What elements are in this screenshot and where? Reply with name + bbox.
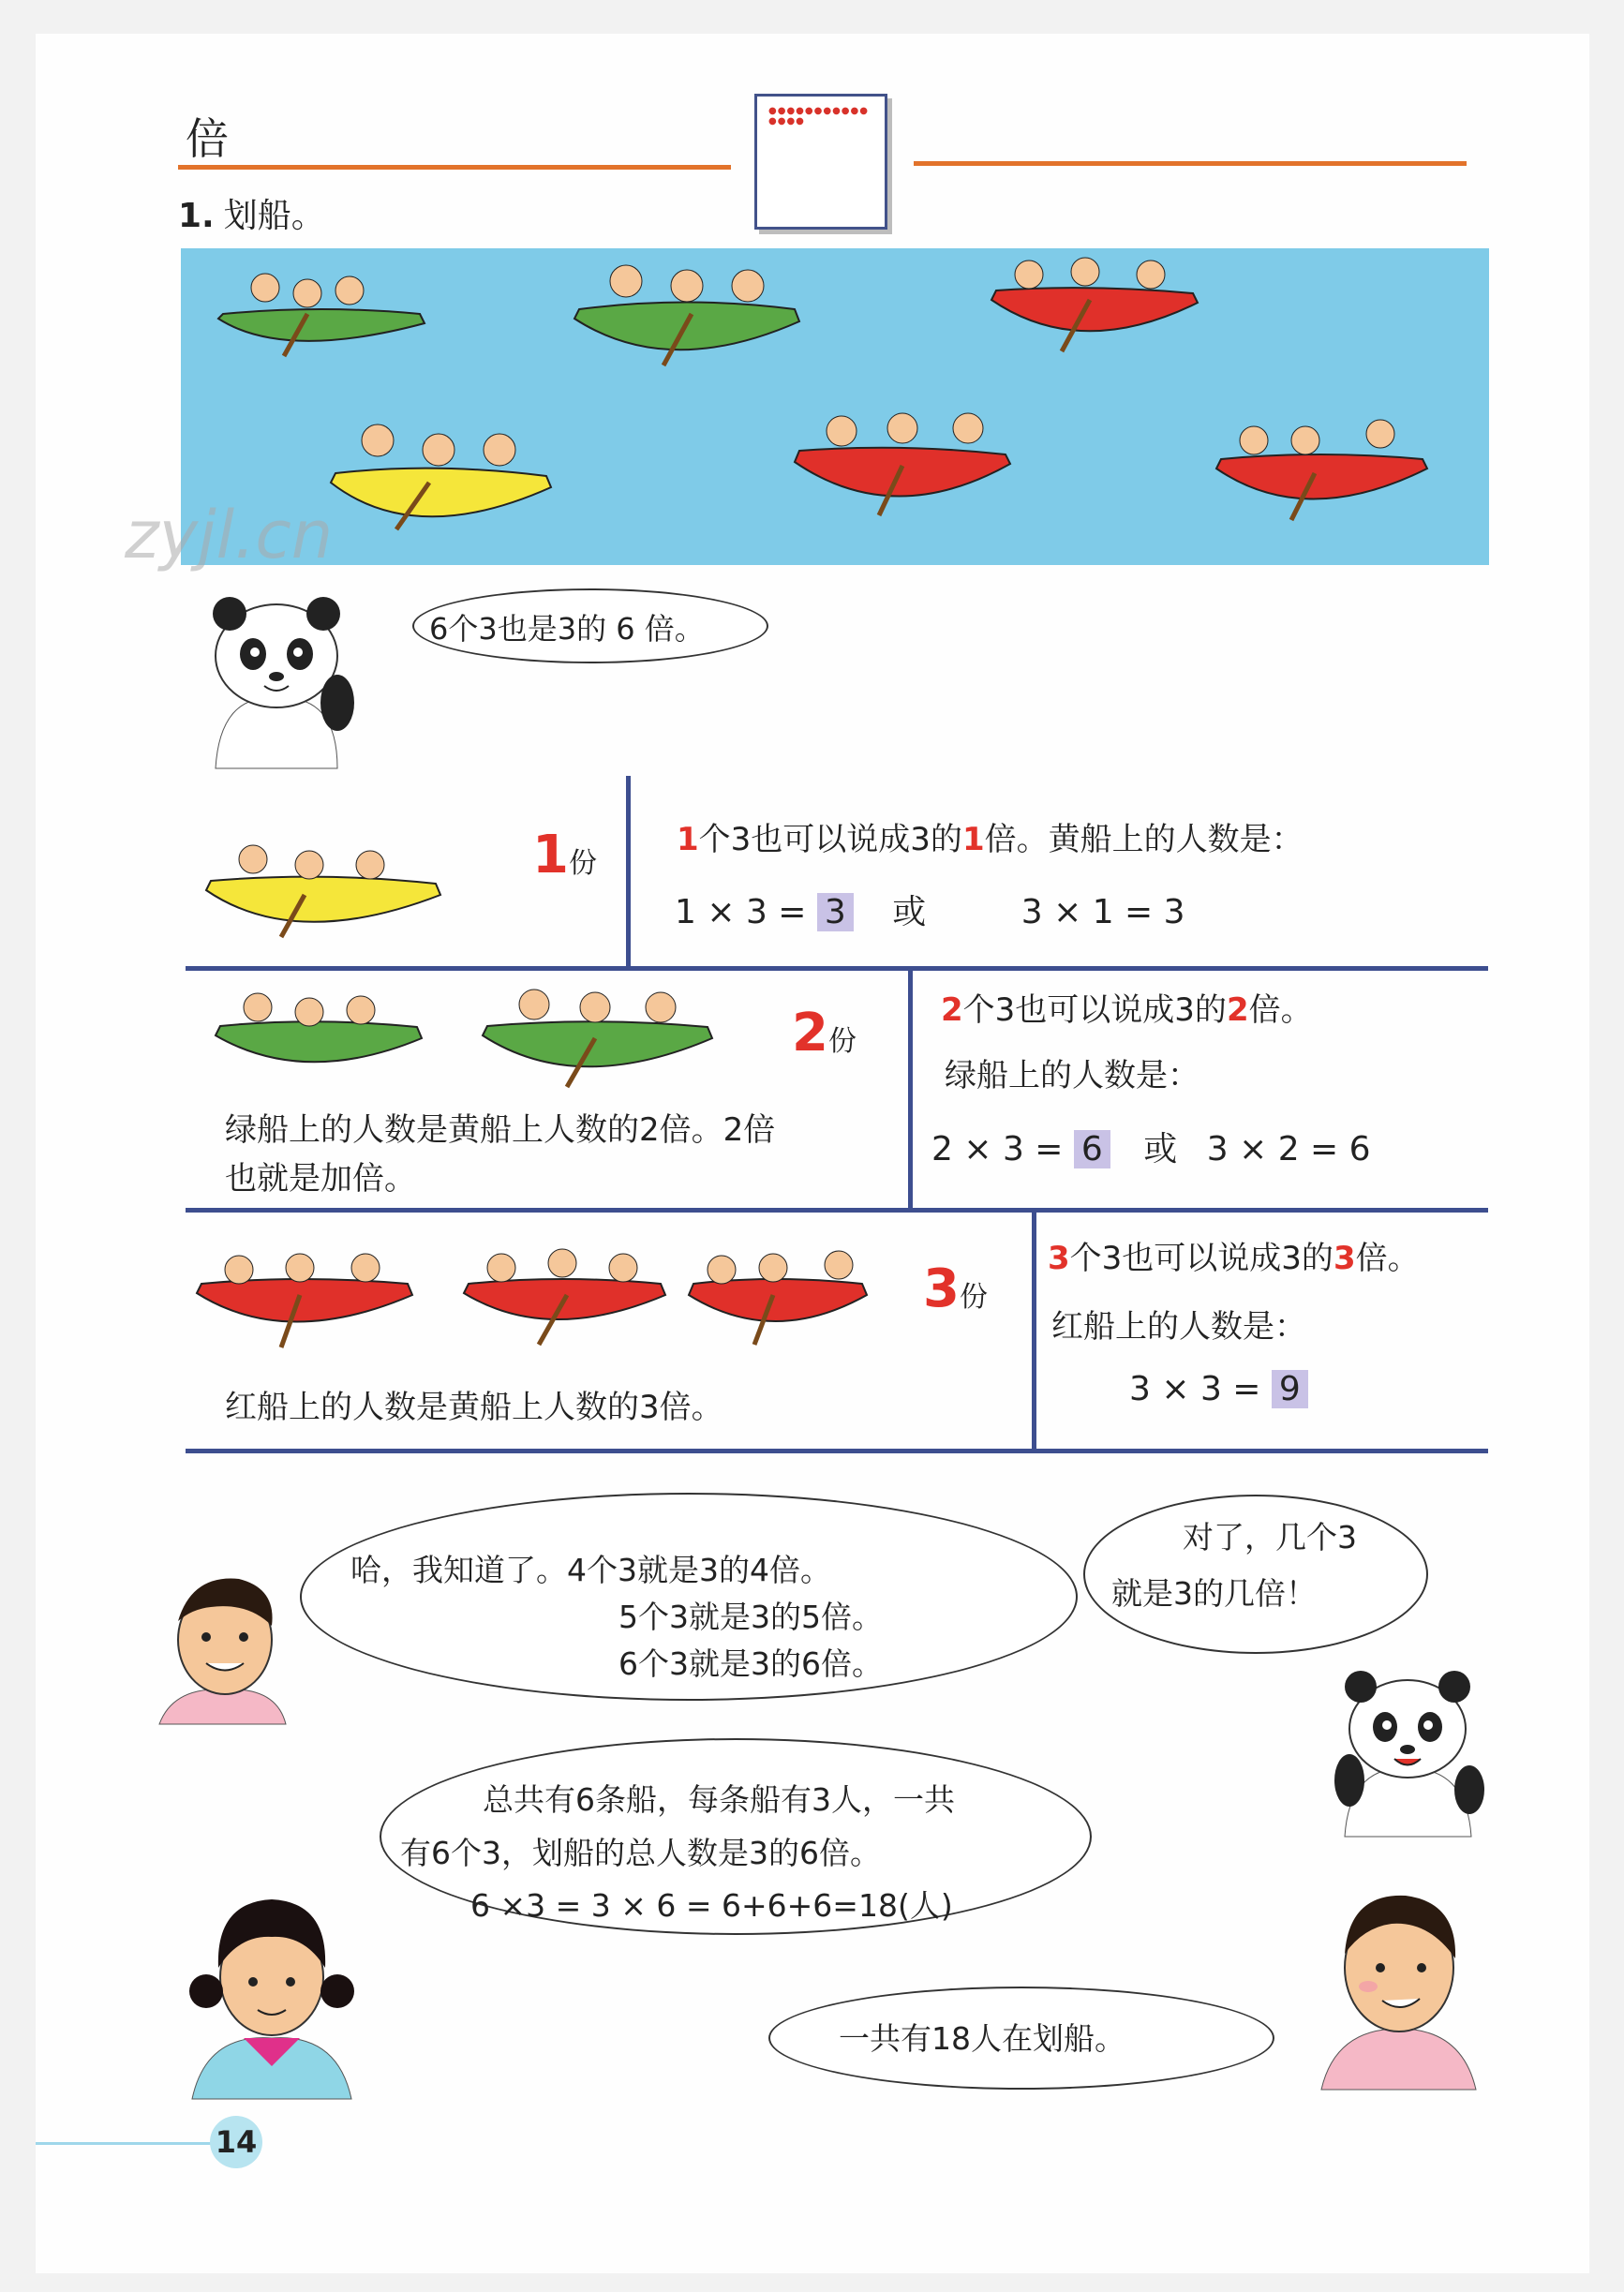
panel2-eq-left: 2 × 3 = xyxy=(931,1130,1064,1168)
yellow-boat xyxy=(331,424,551,529)
green-boat-1 xyxy=(218,274,425,356)
lake-illustration xyxy=(181,248,1489,565)
panel3-fen-label xyxy=(923,1258,988,1319)
red-boats-small xyxy=(192,1237,876,1359)
panel2-fen-label xyxy=(792,1003,857,1064)
panel3-end: 倍。 xyxy=(1355,1240,1420,1277)
panel1-divider xyxy=(626,776,631,971)
counter-box-icon: ●●●●●●●●●●● ●●●● xyxy=(754,94,887,230)
panel3-divider xyxy=(1032,1208,1036,1453)
panda2-illustration xyxy=(1331,1663,1485,1841)
page-title: 倍 xyxy=(186,113,229,164)
panel2-eq-answer: 6 xyxy=(1074,1130,1110,1168)
question-label: 划船。 xyxy=(223,197,325,235)
panel1-fen-unit: 份 xyxy=(568,847,597,880)
panel2-fen-unit: 份 xyxy=(827,1025,857,1058)
panel-line-2 xyxy=(186,1208,1488,1213)
panel1-eq-answer: 3 xyxy=(817,893,854,931)
panda2-speech-line2: 就是3的几倍！ xyxy=(1111,1575,1317,1612)
girl-illustration xyxy=(183,1879,356,2104)
panel2-num1: 2 xyxy=(941,991,963,1029)
page-number-line xyxy=(36,2142,214,2145)
green-boat-2 xyxy=(574,265,799,365)
boy-speech-line1: 哈，我知道了。4个3就是3的4倍。 xyxy=(350,1552,831,1588)
panel3-line1 xyxy=(1048,1232,1420,1278)
panel2-left-text1: 绿船上的人数是黄船上人数的2倍。2倍 xyxy=(225,1111,776,1149)
boats-illustration xyxy=(181,248,1489,565)
panel2-mid: 个3也可以说成3的 xyxy=(962,991,1227,1029)
panel1-end: 倍。黄船上的人数是： xyxy=(984,821,1304,858)
boy2-illustration xyxy=(1317,1879,1481,2094)
panel2-left-text2: 也就是加倍。 xyxy=(225,1160,416,1198)
red-boat-2 xyxy=(795,413,1010,515)
panel3-num2: 3 xyxy=(1333,1240,1356,1277)
panel3-line2: 红船上的人数是： xyxy=(1051,1308,1306,1346)
panel2-eq-or: 或 xyxy=(1143,1130,1178,1168)
panel1-eq-left: 1 × 3 = xyxy=(675,893,807,931)
panel1-eq-right: 3 × 1 = 3 xyxy=(1021,893,1185,931)
panel2-divider xyxy=(908,966,913,1213)
question-heading xyxy=(178,189,325,237)
panel3-fen-number: 3 xyxy=(923,1258,960,1319)
panel2-num2: 2 xyxy=(1226,991,1249,1029)
page-number: 14 xyxy=(210,2116,262,2168)
panel2-end: 倍。 xyxy=(1248,991,1313,1029)
panda2-speech-line1: 对了，几个3 xyxy=(1183,1519,1357,1555)
red-boat-1 xyxy=(991,258,1198,351)
boy2-speech-text: 一共有18人在划船。 xyxy=(839,2020,1125,2057)
girl-speech-line3: 6 ×3 = 3 × 6 = 6+6+6=18(人) xyxy=(470,1887,953,1924)
panel2-line1 xyxy=(941,984,1313,1030)
panel3-eq-left: 3 × 3 = xyxy=(1129,1370,1261,1408)
question-number: 1. xyxy=(178,197,215,235)
panel3-fen-unit: 份 xyxy=(959,1281,988,1314)
panel1-num1: 1 xyxy=(677,821,699,858)
panel-line-1 xyxy=(186,966,1488,971)
watermark: zyjl.cn xyxy=(125,497,334,573)
panel1-equation xyxy=(675,886,1185,933)
title-rule-right xyxy=(914,161,1467,166)
panel1-fen-number: 1 xyxy=(532,825,569,886)
panel2-line2: 绿船上的人数是： xyxy=(945,1057,1199,1094)
panel-line-3 xyxy=(186,1449,1488,1453)
yellow-boat-small xyxy=(201,839,445,951)
boy-speech-line3: 6个3就是3的6倍。 xyxy=(618,1645,883,1682)
panda-illustration xyxy=(197,581,356,778)
girl-speech-line1: 总共有6条船，每条船有3人，一共 xyxy=(483,1781,955,1818)
panel3-mid: 个3也可以说成3的 xyxy=(1069,1240,1333,1277)
panel3-equation xyxy=(1129,1370,1308,1408)
panel2-fen-number: 2 xyxy=(792,1003,828,1064)
title-rule-left xyxy=(178,165,731,170)
panel1-fen-label xyxy=(532,825,597,886)
panel3-num1: 3 xyxy=(1048,1240,1070,1277)
panel2-eq-right: 3 × 2 = 6 xyxy=(1206,1130,1371,1168)
panel1-mid: 个3也可以说成3的 xyxy=(698,821,962,858)
panel2-equation xyxy=(931,1123,1371,1170)
panel3-eq-answer: 9 xyxy=(1272,1370,1308,1408)
panel1-line1 xyxy=(677,813,1304,859)
girl-speech-line2: 有6个3，划船的总人数是3的6倍。 xyxy=(400,1835,881,1871)
red-boat-3 xyxy=(1216,420,1427,520)
boy-speech-line2: 5个3就是3的5倍。 xyxy=(618,1599,883,1635)
panel1-eq-or: 或 xyxy=(892,893,927,931)
panel1-num2: 1 xyxy=(961,821,985,858)
boy-illustration xyxy=(155,1570,295,1729)
panel3-left-text: 红船上的人数是黄船上人数的3倍。 xyxy=(225,1389,723,1426)
green-boats-small xyxy=(211,984,717,1096)
panda-speech-text: 6个3也是3的 6 倍。 xyxy=(429,611,705,647)
